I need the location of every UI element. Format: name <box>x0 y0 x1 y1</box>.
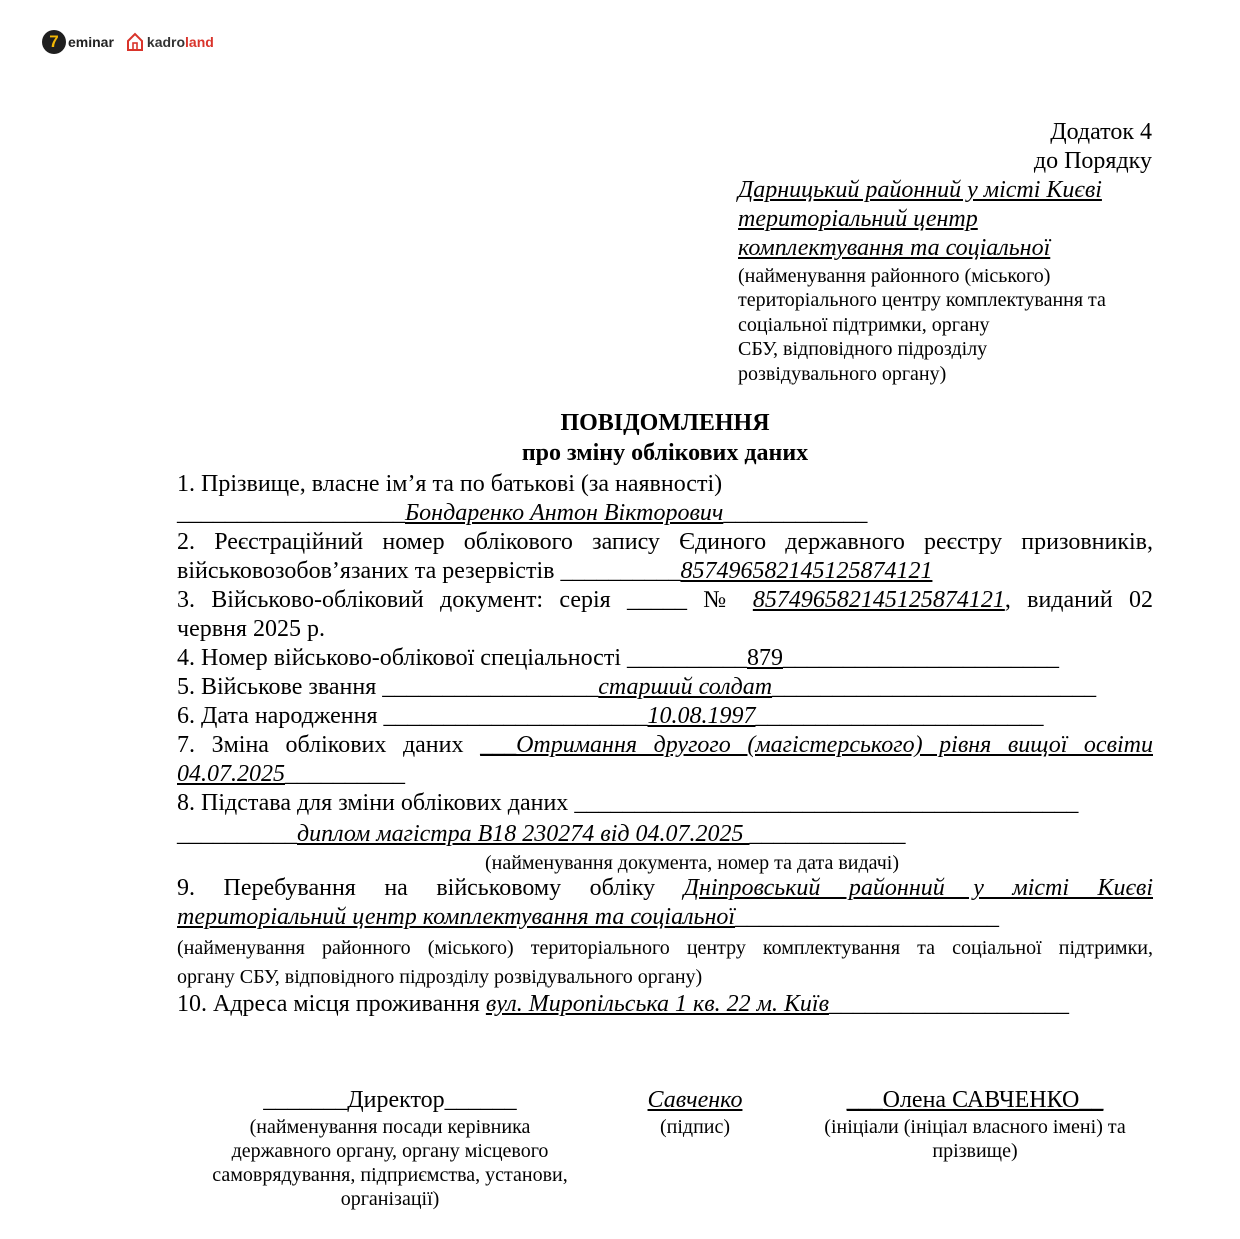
field-1-value: Бондаренко Антон Вікторович <box>405 500 724 526</box>
document-subtitle: про зміну облікових даних <box>521 440 809 466</box>
house-outline-icon <box>126 32 144 52</box>
field-7-date: 04.07.2025 <box>177 761 285 787</box>
field-7-value: ___Отримання другого (магістерського) рівня вищої освіти <box>480 732 1153 758</box>
seminar-logo-text: eminar <box>68 34 114 50</box>
field-2-row: військовозобов’язаних та резервістів __________85749658214512587412​1 <box>177 558 933 584</box>
recipient-line: Дарницький районний у місті Києві <box>738 177 1102 203</box>
field-8-row-2: __________диплом магістра В18 230274 від 04.07.2025 _____________ <box>177 821 906 847</box>
field-1-label: 1. Прізвище, власне ім’я та по батькові (за наявності) <box>177 471 723 497</box>
signature-block <box>615 1086 775 1139</box>
field-6-row: 6. Дата народження ______________________10.08.1997________________________ <box>177 703 1044 729</box>
kadroland-logo <box>126 32 214 52</box>
field-3-value: 857496582145125874121 <box>752 587 1005 613</box>
field-5-row: 5. Військове звання __________________старший солдат___________________________ <box>177 674 1097 700</box>
recipient-caption: (найменування районного (міського) територіального центру комплектування та соціальної підтримки, органу СБУ, відповідного підрозділу розвідувального органу) <box>738 265 1106 385</box>
recipient-line: територіальний центр <box>738 206 978 232</box>
recipient-block <box>738 176 1158 386</box>
recipient-line: комплектування та соціальної <box>738 235 1051 261</box>
field-9-value-2: територіальний центр комплектування та соціальної <box>177 904 736 930</box>
field-10-row: 10. Адреса місця проживання вул. Миропільська 1 кв. 22 м. Київ____________________ <box>177 991 1069 1017</box>
field-3-date: червня 2025 р. <box>177 616 325 642</box>
name-caption: (ініціали (ініціал власного імені) та прізвище) <box>824 1116 1126 1162</box>
position-caption: (найменування посади керівника державного органу, органу місцевого самоврядування, підприємства, установи, організації) <box>212 1116 568 1210</box>
field-9-row: 9. Перебування на військовому обліку Дніпровський районний у місті Києві <box>177 875 1153 901</box>
signature-name <box>790 1086 1160 1163</box>
field-4-row: 4. Номер військово-облікової спеціальності __________879_______________________ <box>177 645 1059 671</box>
field-2-label: 2. Реєстраційний номер облікового запису Єдиного державного реєстру призовників, <box>177 529 1153 555</box>
field-9-value: Дніпровський районний у місті Києві <box>683 875 1153 901</box>
field-3-row: 3. Військово-обліковий документ: серія _____ № 857496582145125874121, виданий 02 <box>177 587 1154 613</box>
seminar-badge-icon: 7 <box>42 30 66 54</box>
signature-caption: (підпис) <box>659 1116 731 1138</box>
field-10-value: вул. Миропільська 1 кв. 22 м. Київ <box>485 991 829 1017</box>
signature-position <box>190 1086 590 1211</box>
field-9-row-2: територіальний центр комплектування та соціальної______________________ <box>177 904 1000 930</box>
addendum-block <box>1034 118 1152 176</box>
addendum-order: до Порядку <box>1033 148 1152 174</box>
field-8-value: диплом магістра В18 230274 від 04.07.2025 <box>297 821 750 847</box>
field-6-value: 10.08.1997 <box>647 703 756 729</box>
field-7-row-2: 04.07.2025__________ <box>177 761 405 787</box>
signature-value: Савченко <box>647 1087 743 1113</box>
field-8-row: 8. Підстава для зміни облікових даних __________________________________________ <box>177 790 1079 816</box>
field-1-row: ___________________Бондаренко Антон Вікторович____________ <box>177 500 868 526</box>
document-title: ПОВІДОМЛЕННЯ <box>560 410 770 436</box>
seminar-logo <box>42 30 114 54</box>
addendum-number: Додаток 4 <box>1050 119 1152 145</box>
name-value: ___Олена САВЧЕНКО__ <box>846 1087 1104 1113</box>
field-5-value: старший солдат <box>598 674 773 700</box>
field-8-caption: (найменування документа, номер та дата видачі) <box>484 852 900 874</box>
field-9-caption-2: органу СБУ, відповідного підрозділу розвідувального органу) <box>177 966 703 988</box>
field-2-value: 85749658214512587412​1 <box>680 558 933 584</box>
field-4-value: 879 <box>747 645 783 671</box>
logo-bar <box>42 30 214 54</box>
kadroland-logo-text: kadroland <box>146 34 214 50</box>
field-9-caption: (найменування районного (міського) територіального центру комплектування та соціальної підтримки, <box>177 937 1153 959</box>
field-7-row: 7. Зміна облікових даних ___Отримання другого (магістерського) рівня вищої освіти <box>177 732 1153 758</box>
position-value: _______Директор______ <box>263 1087 517 1113</box>
